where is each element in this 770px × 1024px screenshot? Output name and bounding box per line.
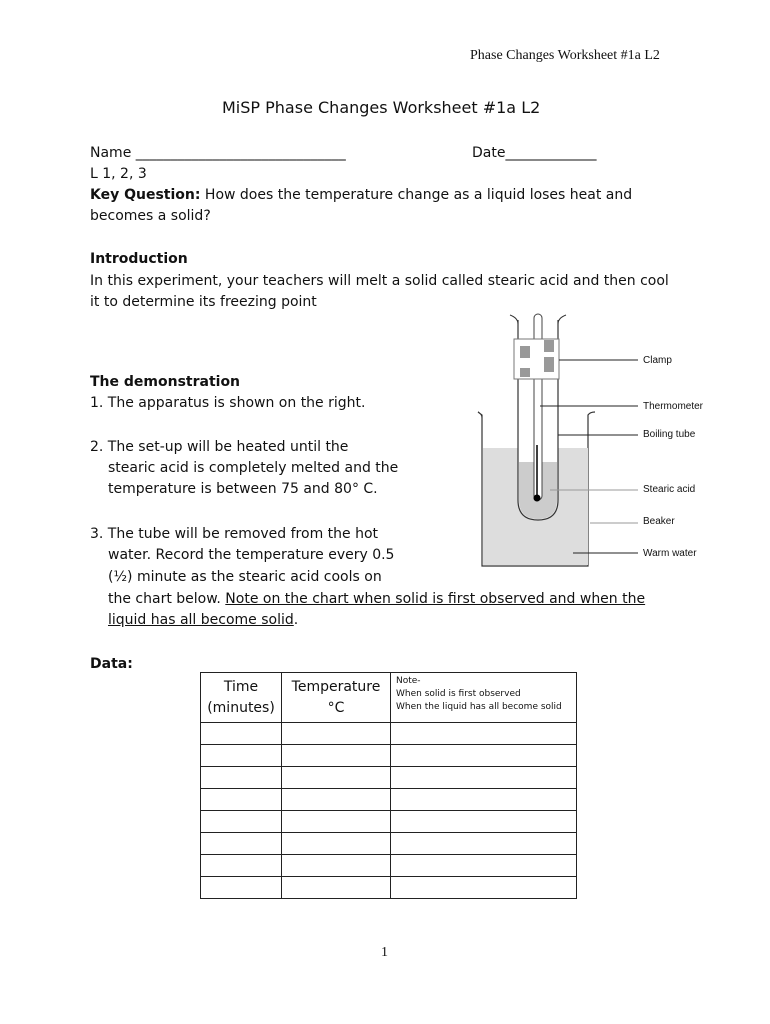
table-cell[interactable]: [282, 723, 391, 745]
table-cell[interactable]: [201, 789, 282, 811]
table-cell[interactable]: [201, 723, 282, 745]
page-number: 1: [381, 945, 388, 960]
table-cell[interactable]: [282, 745, 391, 767]
table-cell[interactable]: [201, 811, 282, 833]
step-3-line4: [108, 589, 645, 610]
col-time: [201, 673, 282, 723]
col-note-line2: When solid is first observed: [396, 689, 521, 699]
key-question-line2: becomes a solid?: [90, 208, 211, 224]
step-3-tail: the chart below.: [108, 591, 226, 607]
table-cell[interactable]: [391, 745, 577, 767]
table-row: [201, 789, 577, 811]
col-time-line1: Time: [223, 679, 259, 695]
table-cell[interactable]: [391, 811, 577, 833]
intro-line1: In this experiment, your teachers will melt a solid called stearic acid and then cool: [90, 273, 669, 289]
key-question-label: Key Question:: [90, 187, 201, 203]
running-header: Phase Changes Worksheet #1a L2: [470, 48, 660, 63]
table-cell[interactable]: [282, 789, 391, 811]
step-2-line1: 2. The set-up will be heated until the: [90, 439, 349, 455]
table-row: [201, 723, 577, 745]
col-note-line1: Note-: [396, 676, 421, 686]
step-1: 1. The apparatus is shown on the right.: [90, 395, 366, 411]
label-beaker: Beaker: [643, 516, 675, 527]
data-heading: Data:: [90, 656, 133, 672]
label-boiling-tube: Boiling tube: [643, 429, 696, 440]
demo-heading: The demonstration: [90, 374, 241, 390]
col-time-line2: (minutes): [207, 700, 275, 716]
table-cell[interactable]: [282, 855, 391, 877]
label-stearic-acid: Stearic acid: [643, 484, 696, 495]
step-3-line3: (½) minute as the stearic acid cools on: [108, 569, 382, 585]
table-header-row: [201, 673, 577, 723]
step-2-line2: stearic acid is completely melted and the: [108, 460, 399, 476]
table-row: [201, 811, 577, 833]
table-cell[interactable]: [391, 789, 577, 811]
page-title: MiSP Phase Changes Worksheet #1a L2: [222, 98, 541, 117]
period: .: [293, 612, 299, 628]
table-cell[interactable]: [201, 745, 282, 767]
col-temp-line2: °C: [327, 700, 345, 716]
label-thermometer: Thermometer: [643, 401, 704, 412]
table-cell[interactable]: [201, 767, 282, 789]
table-row: [201, 745, 577, 767]
date-field[interactable]: Date_____________: [472, 145, 597, 161]
col-temp-line1: Temperature: [291, 679, 381, 695]
table-cell[interactable]: [282, 767, 391, 789]
table-cell[interactable]: [201, 877, 282, 899]
col-note-line3: When the liquid has all become solid: [396, 702, 562, 712]
step-3-note-2: liquid has all become solid: [108, 612, 294, 628]
label-warm-water: Warm water: [643, 548, 697, 559]
step-3-line1: 3. The tube will be removed from the hot: [90, 526, 379, 542]
apparatus-diagram: [440, 310, 640, 590]
step-3-note: Note on the chart when solid is first observed and when the: [225, 591, 646, 607]
col-note: [391, 673, 577, 723]
table-row: [201, 877, 577, 899]
data-table: [200, 672, 577, 899]
name-field[interactable]: Name ______________________________: [90, 145, 346, 161]
table-cell[interactable]: [201, 855, 282, 877]
key-question-text: How does the temperature change as a liquid loses heat and: [200, 187, 633, 203]
table-cell[interactable]: [391, 723, 577, 745]
table-cell[interactable]: [282, 877, 391, 899]
table-cell[interactable]: [391, 767, 577, 789]
step-3-line2: water. Record the temperature every 0.5: [108, 547, 395, 563]
intro-heading: Introduction: [90, 251, 188, 267]
levels: L 1, 2, 3: [90, 166, 147, 182]
table-cell[interactable]: [391, 855, 577, 877]
table-row: [201, 833, 577, 855]
key-question: [90, 185, 632, 206]
table-cell[interactable]: [282, 833, 391, 855]
table-row: [201, 855, 577, 877]
intro-line2: it to determine its freezing point: [90, 294, 317, 310]
table-cell[interactable]: [282, 811, 391, 833]
table-row: [201, 767, 577, 789]
step-3-line5: [108, 610, 298, 631]
col-temperature: [282, 673, 391, 723]
table-cell[interactable]: [391, 833, 577, 855]
table-cell[interactable]: [201, 833, 282, 855]
table-cell[interactable]: [391, 877, 577, 899]
step-2-line3: temperature is between 75 and 80° C.: [108, 481, 378, 497]
label-clamp: Clamp: [643, 355, 672, 366]
